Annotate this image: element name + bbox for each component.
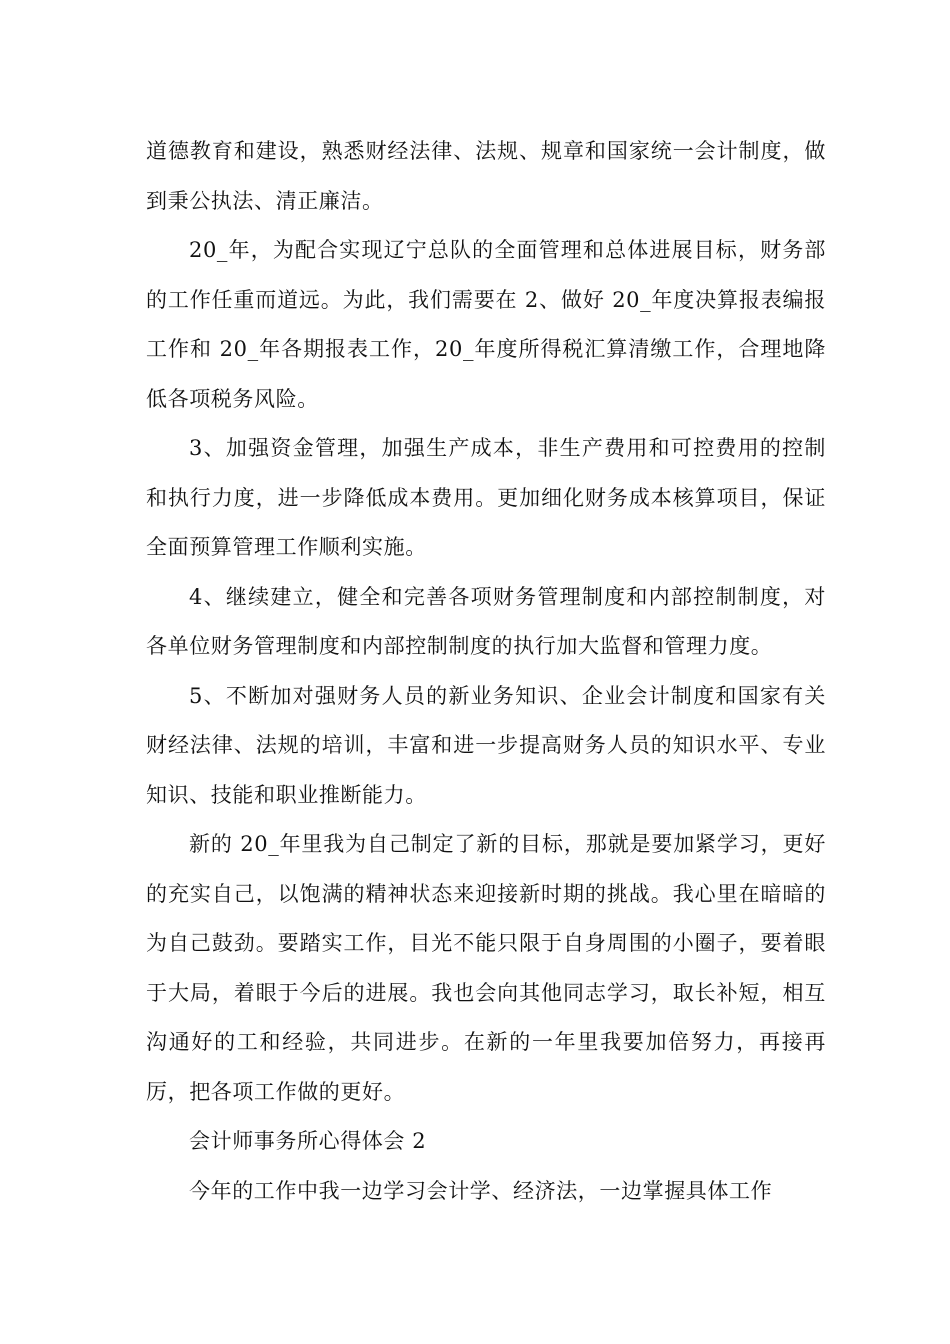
paragraph-continuation: 道德教育和建设，熟悉财经法律、法规、规章和国家统一会计制度，做到秉公执法、清正廉洁。 [146, 139, 826, 213]
paragraph-item-4: 4、继续建立，健全和完善各项财务管理制度和内部控制制度，对各单位财务管理制度和内部控制制度的执行加大监督和管理力度。 [146, 584, 826, 658]
paragraph-new-year-goals: 新的 20_年里我为自己制定了新的目标，那就是要加紧学习，更好的充实自己，以饱满的精神状态来迎接新时期的挑战。我心里在暗暗的为自己鼓劲。要踏实工作，目光不能只限于自身周围的小圈子，要着眼于大局，着眼于今后的进展。我也会向其他同志学习，取长补短，相互沟通好的工和经验，共同进步。在新的一年里我要加倍努力，再接再厉，把各项工作做的更好。 [146, 832, 826, 1104]
paragraph-item-5: 5、不断加对强财务人员的新业务知识、企业会计制度和国家有关财经法律、法规的培训，丰富和进一步提高财务人员的知识水平、专业知识、技能和职业推断能力。 [146, 683, 826, 807]
paragraph-finance-goals: 20_年，为配合实现辽宁总队的全面管理和总体进展目标，财务部的工作任重而道远。为此，我们需要在 2、做好 20_年度决算报表编报工作和 20_年各期报表工作，20_年度所得税汇算清缴工作，合理地降低各项税务风险。 [146, 238, 826, 411]
paragraph-item-3: 3、加强资金管理，加强生产成本，非生产费用和可控费用的控制和执行力度，进一步降低成本费用。更加细化财务成本核算项目，保证全面预算管理工作顺利实施。 [146, 436, 826, 559]
section-heading: 会计师事务所心得体会 2 [189, 1129, 427, 1153]
paragraph-section-2-start: 今年的工作中我一边学习会计学、经济法，一边掌握具体工作 [189, 1178, 773, 1203]
document-body [146, 127, 826, 1216]
